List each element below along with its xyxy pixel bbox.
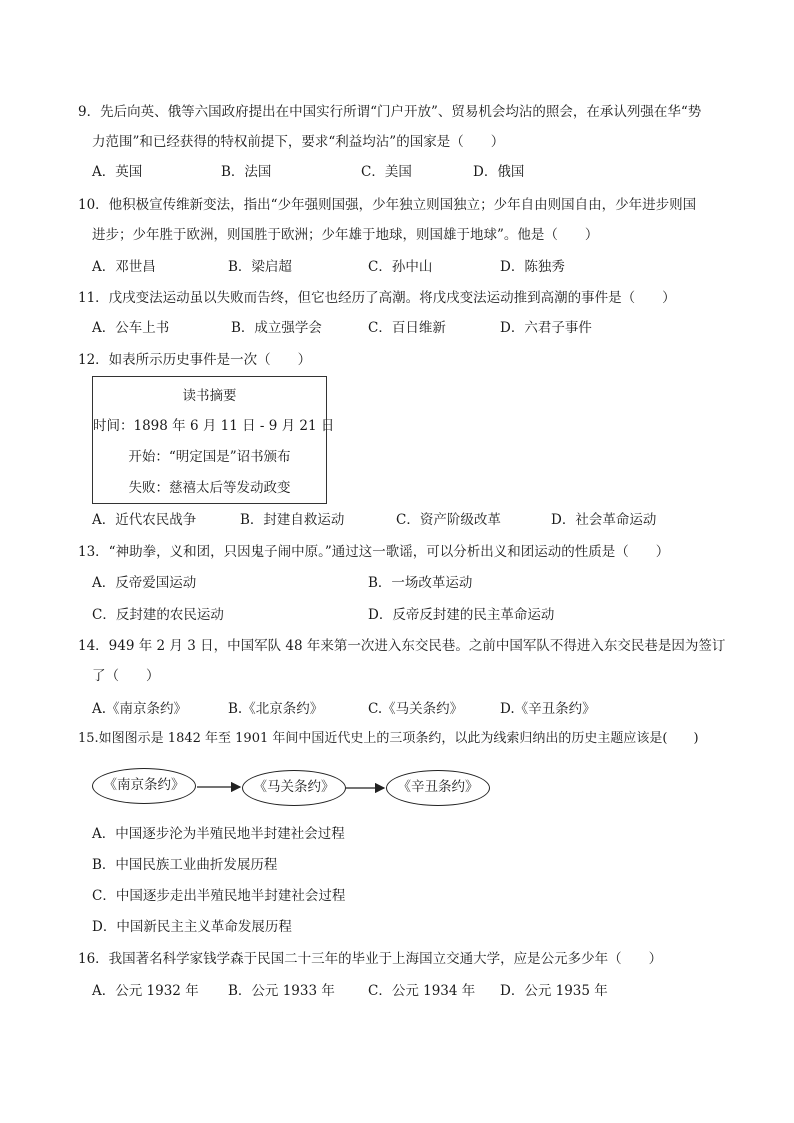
q9-text-line2: 力范围”和已经获得的特权前提下，要求“利益均沾”的国家是（ ） bbox=[92, 134, 505, 150]
table-start: 开始：“明定国是”诏书颁布 bbox=[128, 449, 291, 465]
q13-option-b: B．一场改革运动 bbox=[368, 575, 473, 591]
diagram-node-xinchou: 《辛丑条约》 bbox=[386, 770, 490, 806]
q13-option-a: A．反帝爱国运动 bbox=[92, 575, 197, 591]
q15-option-a: A．中国逐步沦为半殖民地半封建社会过程 bbox=[92, 826, 345, 842]
q10-option-d: D．陈独秀 bbox=[500, 259, 565, 275]
q16-option-a: A．公元 1932 年 bbox=[92, 983, 199, 999]
q10-option-b: B．梁启超 bbox=[228, 259, 292, 275]
q12-option-b: B．封建自救运动 bbox=[240, 512, 345, 528]
q10-text-line1: 10．他积极宣传维新变法，指出“少年强则国强，少年独立则国独立；少年自由则国自由，少年进步则国 bbox=[78, 197, 697, 213]
q14-option-d: D.《辛丑条约》 bbox=[500, 701, 596, 717]
q16-option-b: B．公元 1933 年 bbox=[228, 983, 335, 999]
q14-option-c: C.《马关条约》 bbox=[368, 701, 464, 717]
q12-option-c: C．资产阶级改革 bbox=[396, 512, 501, 528]
diagram-node-maguan: 《马关条约》 bbox=[242, 770, 346, 806]
q16-text-line1: 16．我国著名科学家钱学森于民国二十三年的毕业于上海国立交通大学，应是公元多少年（ ） bbox=[78, 951, 663, 967]
q11-option-a: A．公车上书 bbox=[92, 320, 170, 336]
q11-text-line1: 11．戊戌变法运动虽以失败而告终，但它也经历了高潮。将戊戌变法运动推到高潮的事件是（ ） bbox=[78, 290, 676, 306]
q13-option-c: C．反封建的农民运动 bbox=[92, 607, 224, 623]
table-fail: 失败：慈禧太后等发动政变 bbox=[128, 480, 291, 496]
q9-text-line1: 9．先后向英、俄等六国政府提出在中国实行所谓“门户开放”、贸易机会均沾的照会，在承认列强在华“势 bbox=[78, 104, 702, 120]
q12-option-a: A．近代农民战争 bbox=[92, 512, 197, 528]
q16-option-c: C．公元 1934 年 bbox=[368, 983, 476, 999]
q9-option-a: A．英国 bbox=[92, 164, 143, 180]
q14-option-b: B.《北京条约》 bbox=[228, 701, 324, 717]
q15-option-d: D．中国新民主主义革命发展历程 bbox=[92, 919, 292, 935]
q9-option-d: D．俄国 bbox=[473, 164, 525, 180]
q15-option-b: B．中国民族工业曲折发展历程 bbox=[92, 857, 278, 873]
q14-option-a: A.《南京条约》 bbox=[92, 701, 188, 717]
table-time: 时间：1898 年 6 月 11 日 - 9 月 21 日 bbox=[93, 418, 335, 434]
table-title: 读书摘要 bbox=[182, 388, 237, 404]
q14-text-line2: 了（ ） bbox=[92, 668, 160, 684]
q13-option-d: D．反帝反封建的民主革命运动 bbox=[368, 607, 555, 623]
q11-option-b: B．成立强学会 bbox=[231, 320, 322, 336]
q12-option-d: D．社会革命运动 bbox=[551, 512, 657, 528]
q9-option-b: B．法国 bbox=[221, 164, 272, 180]
q14-text-line1: 14．949 年 2 月 3 日，中国军队 48 年来第一次进入东交民巷。之前中国军队不得进入东交民巷是因为签订 bbox=[78, 638, 726, 654]
q15-text-line1: 15.如图图示是 1842 年至 1901 年间中国近代史上的三项条约，以此为线索归纳出的历史主题应该是( ) bbox=[78, 731, 699, 746]
q11-option-d: D．六君子事件 bbox=[500, 320, 592, 336]
q10-text-line2: 进步；少年胜于欧洲，则国胜于欧洲；少年雄于地球，则国雄于地球”。他是（ ） bbox=[92, 227, 599, 243]
q15-option-c: C．中国逐步走出半殖民地半封建社会过程 bbox=[92, 888, 346, 904]
q16-option-d: D．公元 1935 年 bbox=[500, 983, 608, 999]
q9-option-c: C．美国 bbox=[361, 164, 412, 180]
q10-option-a: A．邓世昌 bbox=[92, 259, 156, 275]
diagram-node-nanjing: 《南京条约》 bbox=[92, 768, 196, 804]
q11-option-c: C．百日维新 bbox=[368, 320, 446, 336]
q13-text-line1: 13．“神助拳，义和团，只因鬼子闹中原。”通过这一歌谣，可以分析出义和团运动的性质是（ ） bbox=[78, 544, 670, 560]
q12-text-line1: 12．如表所示历史事件是一次（ ） bbox=[78, 352, 312, 368]
q10-option-c: C．孙中山 bbox=[368, 259, 433, 275]
